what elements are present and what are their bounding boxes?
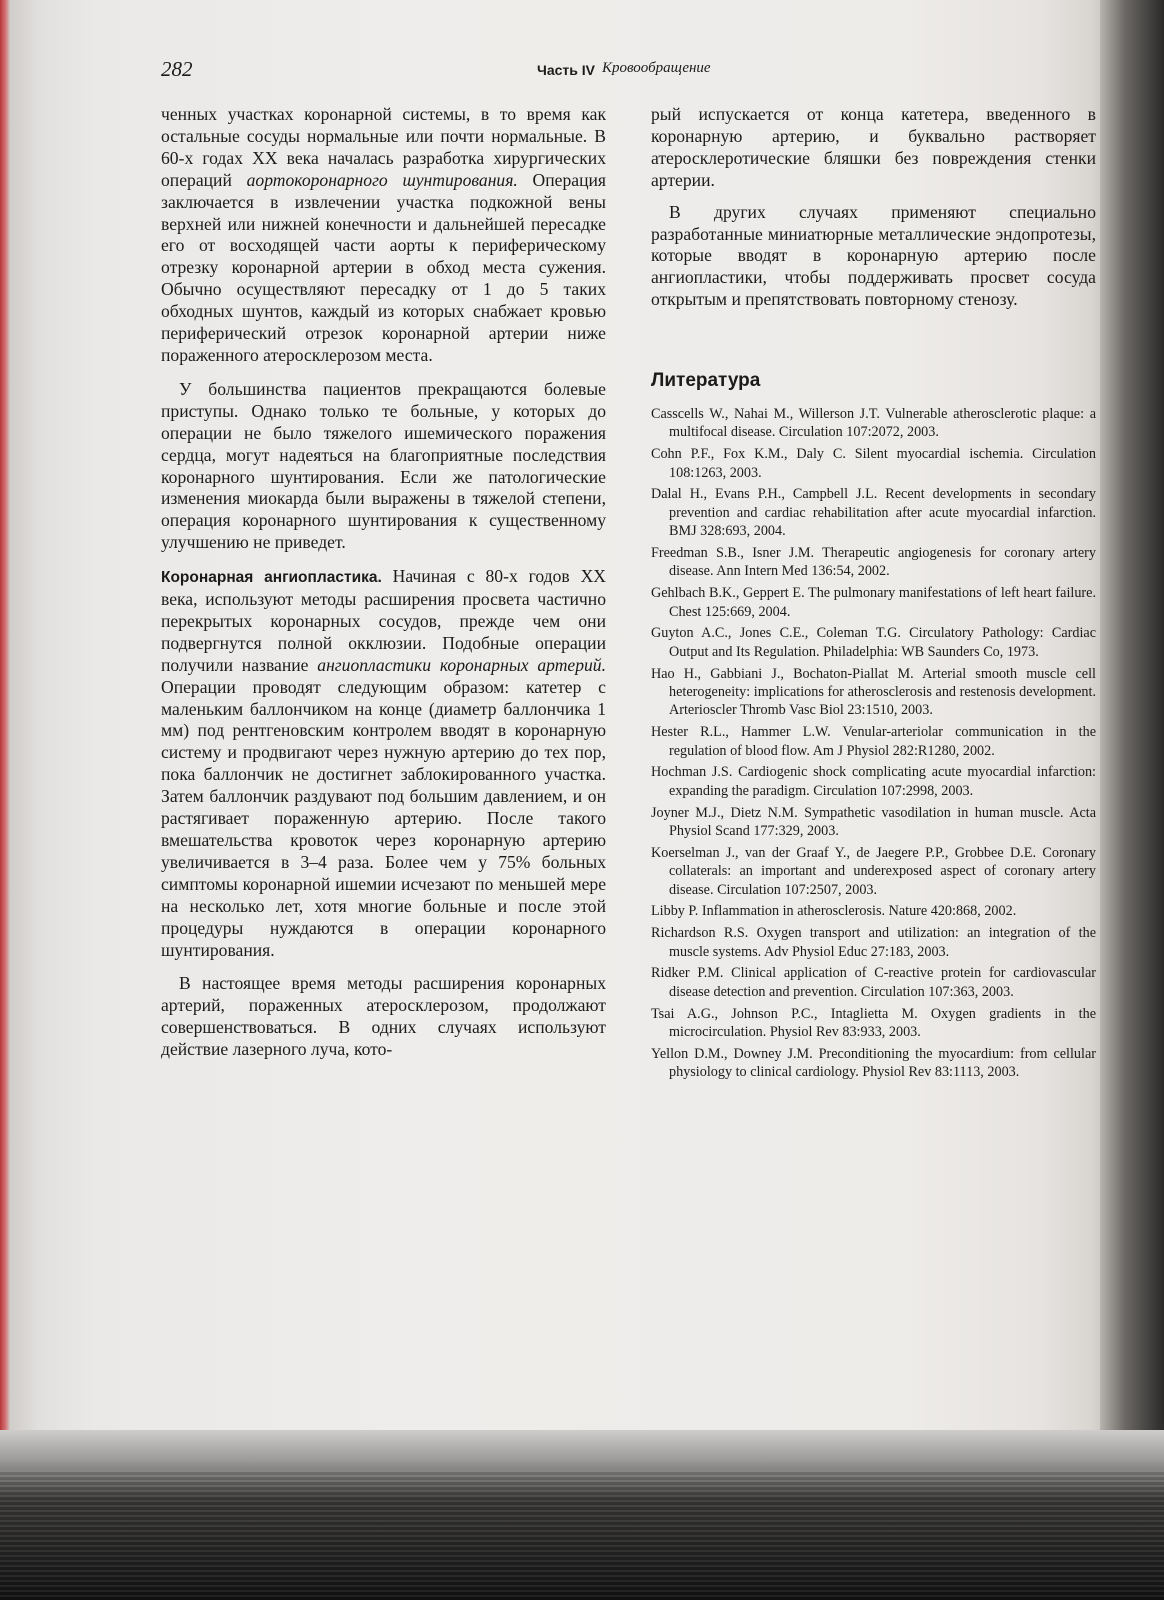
running-header-part: Часть IV	[537, 62, 595, 78]
reference-item: Libby P. Inflammation in atherosclerosis. Nature 420:868, 2002.	[651, 903, 1017, 920]
reference-item: Ridker P.M. Clinical application of C-reactive protein for cardiovascular disease detection and prevention. Circulation 107:363, 2003.	[651, 965, 1096, 1000]
reference-item: Hao H., Gabbiani J., Bochaton-Piallat M. Arterial smooth muscle cell heterogeneity: implications for atherosclerosis and restenosis development. Arterioscler Thromb Vasc Biol 23:1510, 2003.	[651, 665, 1096, 719]
reference-list	[651, 405, 1096, 1085]
reference-item: Koerselman J., van der Graaf Y., de Jaegere P.P., Grobbee D.E. Coronary collaterals: an important and underexposed aspect of coronary artery disease. Circulation 107:2507, 2003.	[651, 844, 1096, 898]
paragraph: ченных участках коронарной системы, в то время как остальные сосуды нормальные или почти нормальные. В 60-х годах XX века началась разработка хирургических операций аортокоронарного шунтирования. Операция заключается в извлечении участка подкожной вены верхней или нижней конечности и дальнейшей пересадке его от восходящей части аорты к периферическому отрезку коронарной артерии в обход места сужения. Обычно осуществляют пересадку от 1 до 5 таких обходных шунтов, каждый из которых снабжает кровью периферический отрезок коронарной артерии ниже пораженного атеросклерозом места.	[161, 104, 606, 365]
running-header-title: Кровообращение	[602, 60, 711, 76]
scan-bottom-edge	[0, 1430, 1164, 1600]
reference-item: Joyner M.J., Dietz N.M. Sympathetic vasodilation in human muscle. Acta Physiol Scand 177:329, 2003.	[651, 804, 1096, 840]
emphasis: ангиопластики коронарных артерий.	[317, 654, 606, 675]
literature-heading: Литература	[651, 370, 761, 391]
right-column	[651, 104, 1096, 311]
paragraph: Коронарная ангиопластика. Начиная с 80-х годов XX века, используют методы расширения просвета частично перекрытых коронарных сосудов, прежде чем они подвергнутся полной окклюзии. Подобные операции получили название ангиопластики коронарных артерий. Операции проводят следующим образом: катетер с маленьким баллончиком на конце (диаметр баллончика 1 мм) под рентгеновским контролем вводят в коронарную систему и продвигают через нужную артерию до тех пор, пока баллончик не достигнет заблокированного участка. Затем баллончик раздувают под большим давлением, и он растягивает пораженную артерию. После такого вмешательства кровоток через коронарную артерию увеличивается в 3–4 раза. Более чем у 75% больных симптомы коронарной ишемии исчезают по меньшей мере на несколько лет, хотя многие больные и после этой процедуры нуждаются в операции коронарного шунтирования.	[161, 566, 606, 960]
reference-item: Guyton A.C., Jones C.E., Coleman T.G. Circulatory Pathology: Cardiac Output and Its Regulation. Philadelphia: WB Saunders Co, 1973.	[651, 625, 1096, 660]
reference-item: Dalal H., Evans P.H., Campbell J.L. Recent developments in secondary prevention and cardiac rehabilitation after acute myocardial infarction. BMJ 328:693, 2004.	[651, 486, 1096, 540]
run-in-heading: Коронарная ангиопластика.	[161, 569, 382, 587]
reference-item: Gehlbach B.K., Geppert E. The pulmonary manifestations of left heart failure. Chest 125:669, 2004.	[651, 585, 1096, 620]
reference-item: Freedman S.B., Isner J.M. Therapeutic angiogenesis for coronary artery disease. Ann Intern Med 136:54, 2002.	[651, 545, 1096, 580]
reference-item: Hester R.L., Hammer L.W. Venular-arteriolar communication in the regulation of blood flow. Am J Physiol 282:R1280, 2002.	[651, 724, 1096, 759]
page-number: 282	[161, 57, 193, 81]
paragraph: В других случаях применяют специально разработанные миниатюрные металлические эндопротезы, которые вводят в коронарную артерию после ангиопластики, чтобы поддерживать просвет сосуда открытым и препятствовать повторному стенозу.	[651, 201, 1096, 310]
emphasis: аортокоронарного шунтирования.	[246, 169, 518, 190]
reference-item: Richardson R.S. Oxygen transport and utilization: an integration of the muscle systems. Adv Physiol Educ 27:183, 2003.	[651, 925, 1096, 960]
paragraph: У большинства пациентов прекращаются болевые приступы. Однако только те больные, у которых до операции не было тяжелого ишемического поражения сердца, могут надеяться на благоприятные последствия коронарного шунтирования. Если же патологические изменения миокарда были выражены в тяжелой степени, операция коронарного шунтирования к существенному улучшению не приведет.	[161, 378, 606, 553]
reference-item: Cohn P.F., Fox K.M., Daly C. Silent myocardial ischemia. Circulation 108:1263, 2003.	[651, 446, 1096, 481]
reference-item: Yellon D.M., Downey J.M. Preconditioning the myocardium: from cellular physiology to clinical cardiology. Physiol Rev 83:1113, 2003.	[651, 1045, 1096, 1081]
book-spine-shadow	[1100, 0, 1164, 1440]
reference-item: Tsai A.G., Johnson P.C., Intaglietta M. Oxygen gradients in the microcirculation. Physiol Rev 83:933, 2003.	[651, 1005, 1096, 1041]
reference-item: Casscells W., Nahai M., Willerson J.T. Vulnerable atherosclerotic plaque: a multifocal disease. Circulation 107:2072, 2003.	[651, 406, 1096, 441]
paragraph: рый испускается от конца катетера, введенного в коронарную артерию, и буквально растворяет атеросклеротические бляшки без повреждения стенки артерии.	[651, 104, 1096, 190]
left-column	[161, 104, 606, 1061]
reference-item: Hochman J.S. Cardiogenic shock complicating acute myocardial infarction: expanding the paradigm. Circulation 107:2998, 2003.	[651, 764, 1096, 799]
paragraph: В настоящее время методы расширения коронарных артерий, пораженных атеросклерозом, продолжают совершенствоваться. В одних случаях используют действие лазерного луча, кото-	[161, 973, 606, 1060]
